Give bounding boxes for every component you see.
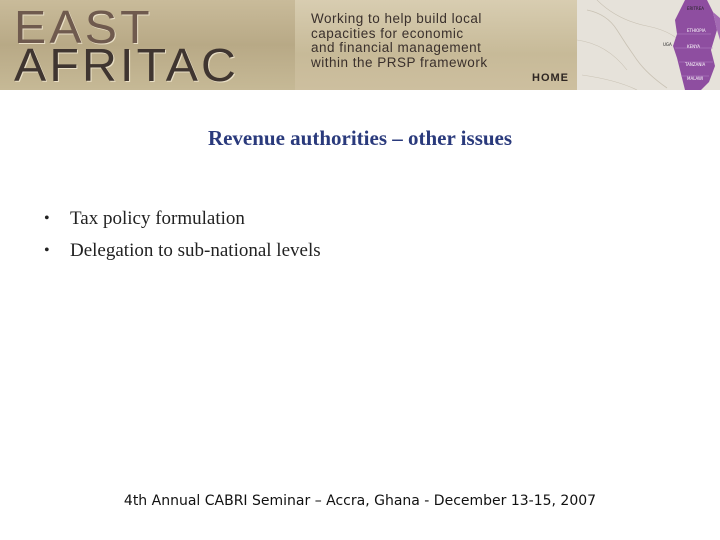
logo[interactable] (0, 0, 295, 90)
bullet-text: Delegation to sub-national levels (70, 240, 321, 261)
bullet-list (44, 203, 321, 267)
tagline-panel (295, 0, 577, 90)
header-banner (0, 0, 720, 90)
bullet-icon: • (44, 210, 50, 227)
map-label-kenya: KENYA (687, 44, 701, 49)
map-label-bottom: MALAWI (687, 76, 704, 81)
bullet-text: Tax policy formulation (70, 208, 245, 229)
logo-afritac-text: AFRITAC (14, 39, 240, 90)
slide-footer: 4th Annual CABRI Seminar – Accra, Ghana - December 13-15, 2007 (123, 493, 597, 509)
logo-east-text: EAST (14, 1, 153, 53)
map-label-ethiopia: ETHIOPIA (687, 28, 706, 33)
map-label-left: UGA (663, 42, 672, 47)
home-link[interactable]: HOME (532, 72, 569, 84)
tagline-text: Working to help build local capacities for economic and financial management within the PRSP framework (311, 11, 488, 70)
list-item (44, 203, 321, 235)
list-item (44, 235, 321, 267)
slide-title: Revenue authorities – other issues (207, 126, 513, 150)
region-map (577, 0, 720, 90)
map-label-tanzania: TANZANIA (685, 62, 706, 67)
map-label-top: ERITREA (687, 6, 704, 11)
bullet-icon: • (44, 242, 50, 259)
